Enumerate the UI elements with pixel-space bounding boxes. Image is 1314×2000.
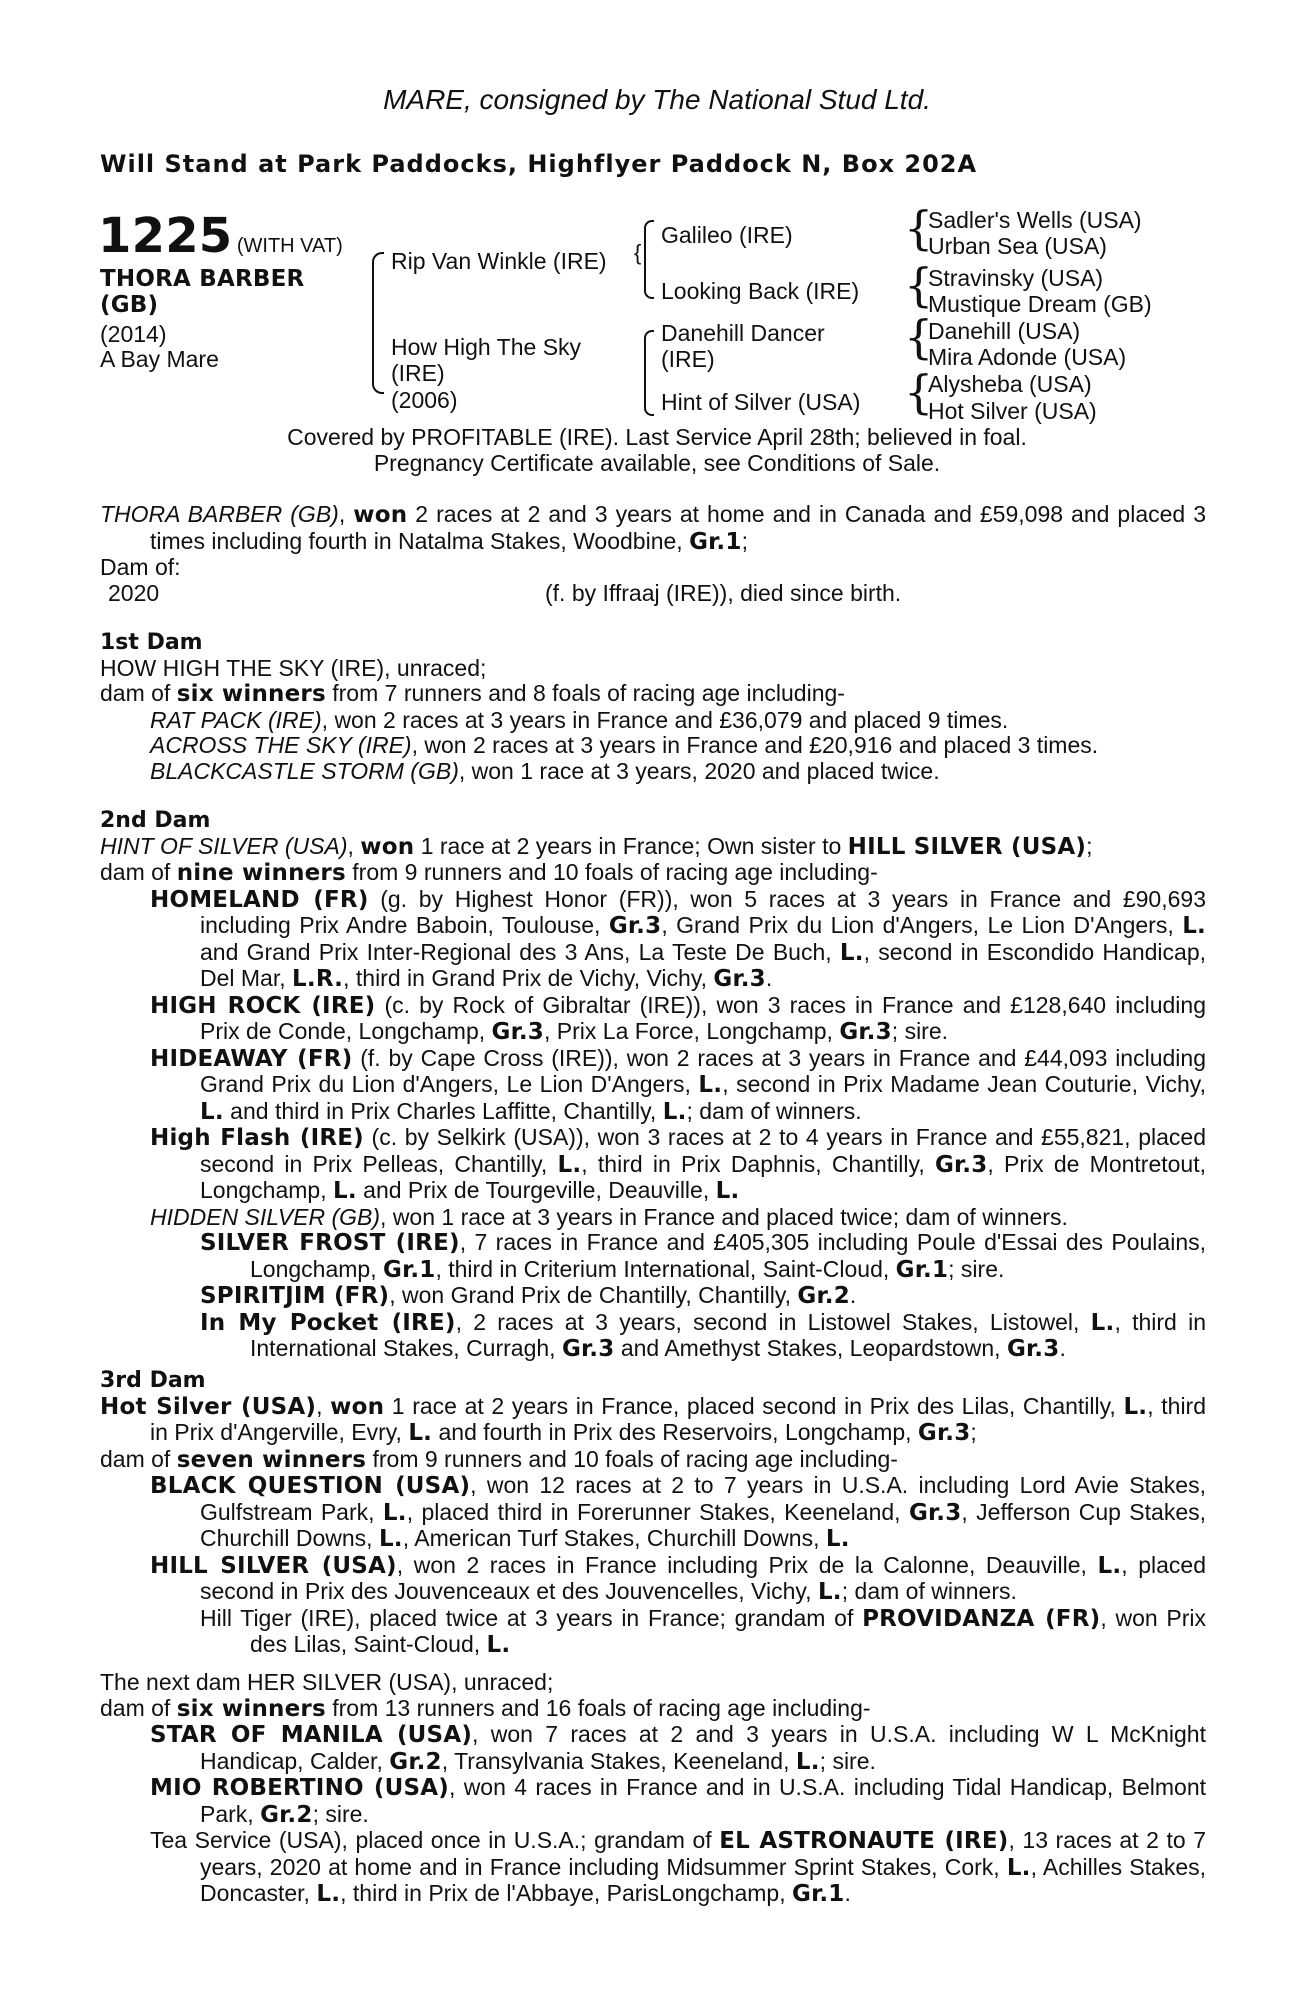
text: Gr.1 (792, 1881, 845, 1907)
text: dam of (100, 859, 177, 885)
sds: Stravinsky (USA) (928, 265, 1104, 291)
vat-label: (WITH VAT) (236, 235, 343, 257)
text: L. (795, 1748, 820, 1775)
second-dam-damof (100, 860, 1206, 887)
covered-line2: Pregnancy Certificate available, see Conditions of Sale. (373, 450, 941, 476)
lot-number (98, 208, 343, 264)
text: , won Grand Prix de Chantilly, Chantilly, (389, 1282, 798, 1308)
ssd: Urban Sea (USA) (928, 233, 1107, 259)
list-item (100, 887, 1206, 993)
sire: Rip Van Winkle (IRE) (391, 248, 607, 274)
text: from 9 runners and 10 foals of racing age including- (366, 1445, 898, 1472)
text: , won 4 races in France and in U.S.A. including Tidal Handicap, Belmont Park, (200, 1774, 1206, 1827)
text: ; dam of winners. (841, 1578, 1017, 1604)
text: ; sire. (948, 1255, 1005, 1282)
text: Gr.3 (934, 1151, 988, 1178)
next-dam-line: The next dam HER SILVER (USA), unraced; (100, 1669, 554, 1695)
sire-dam: Looking Back (IRE) (661, 278, 860, 304)
text: six winners (176, 681, 326, 707)
list-item (100, 1283, 1206, 1310)
text: , Achilles Stakes, Doncaster, (200, 1853, 1207, 1906)
text: , won 1 race at 3 years, 2020 and placed twice. (458, 757, 940, 784)
text: , third in Criterium International, Saint-Cloud, (435, 1255, 896, 1282)
text: L. (378, 1526, 403, 1552)
text: Tea Service (USA), placed once in U.S.A.; grandam of (150, 1827, 720, 1853)
brace-g3-1: { (904, 201, 934, 255)
runner-name: STAR OF MANILA (USA) (150, 1722, 473, 1748)
text: 1 race at 2 years in France; Own sister to (414, 832, 848, 859)
text: L. (557, 1151, 582, 1178)
lot-number-value: 1225 (98, 208, 233, 264)
list-item (100, 1722, 1206, 1775)
runner-name: High Flash (IRE) (150, 1125, 364, 1151)
text: , 2 races at 3 years, second in Listowel Stakes, Listowel, (455, 1308, 1091, 1335)
text: , Transylvania Stakes, Keeneland, (441, 1747, 796, 1774)
text: , won 1 race at 3 years in France and placed twice; dam of winners. (380, 1203, 1068, 1230)
second-dam-record (100, 834, 1206, 861)
text: L. (1182, 913, 1206, 939)
text: . (849, 1282, 857, 1308)
text: and third in Prix Charles Laffitte, Chantilly, (223, 1097, 663, 1124)
text: L. (698, 1072, 723, 1098)
text: L. (825, 1526, 850, 1552)
text: Gr.3 (608, 913, 662, 939)
runner-name: HIDEAWAY (FR) (150, 1045, 353, 1072)
text: , won 2 races at 3 years in France and £36,079 and placed 9 times. (321, 706, 1009, 733)
list-item (100, 1205, 1206, 1231)
ddd: Hot Silver (USA) (928, 398, 1097, 424)
pedigree-brace-sire-tip: { (634, 240, 642, 265)
dam-line2: (IRE) (391, 360, 445, 386)
next-dam-damof (100, 1696, 1206, 1723)
text: 1 race at 2 years in France, placed second in Prix des Lilas, Chantilly, (384, 1392, 1124, 1419)
list-item (100, 1606, 1206, 1659)
text: ; dam of winners. (686, 1097, 862, 1124)
horse-description: A Bay Mare (100, 346, 219, 372)
text: L. (715, 1178, 740, 1204)
text: Gr.3 (917, 1420, 971, 1446)
text: L.R. (292, 966, 344, 992)
first-dam-line: HOW HIGH THE SKY (IRE), unraced; (100, 654, 487, 681)
second-dam-section (100, 808, 1206, 1363)
text: and fourth in Prix des Reservoirs, Longchamp, (432, 1419, 918, 1445)
text: , third in Prix d'Angerville, Evry, (150, 1392, 1207, 1445)
text: , won Prix des Lilas, Saint-Cloud, (250, 1604, 1207, 1657)
text: six winners (176, 1695, 326, 1722)
horse-year: (2014) (100, 321, 167, 347)
page-title: MARE, consigned by The National Stud Ltd. (383, 84, 931, 115)
runner-name: SILVER FROST (IRE) (200, 1230, 460, 1256)
dam-dam: Hint of Silver (USA) (661, 389, 861, 415)
sire-sire: Galileo (IRE) (661, 222, 793, 248)
text: dam of (100, 680, 177, 706)
dam-sire-line1: Danehill Dancer (661, 320, 825, 346)
dsd: Mira Adonde (USA) (928, 344, 1127, 370)
text: Gr.2 (389, 1748, 442, 1775)
mare-text: 2 races at 2 and 3 years at home and in Canada and £59,098 and placed 3 times including fourth in Natalma Stakes, Woodbine, (150, 501, 1207, 554)
text: , second in Prix Madame Jean Couturie, Vichy, (722, 1071, 1206, 1097)
dss: Danehill (USA) (928, 318, 1081, 344)
text: dam of (100, 1445, 177, 1472)
second-dam-heading: 2nd Dam (100, 808, 211, 833)
brace-g3-2: { (904, 258, 934, 312)
runner-name: HIDDEN SILVER (GB) (150, 1203, 381, 1230)
dam-name: HINT OF SILVER (USA) (100, 832, 348, 859)
text: and Amethyst Stakes, Leopardstown, (614, 1335, 1007, 1361)
text: , Grand Prix du Lion d'Angers, Le Lion D'Angers, (661, 912, 1183, 938)
text: Gr.3 (1006, 1336, 1060, 1362)
dam-line3: (2006) (391, 387, 458, 413)
text: (g. by Highest Honor (FR)), won 5 races at 3 years in France and £90,693 including Prix Andre Baboin, Toulouse, (200, 885, 1206, 938)
runner-name: BLACK QUESTION (USA) (150, 1473, 471, 1499)
runner-name: RAT PACK (IRE) (150, 706, 322, 733)
dds: Alysheba (USA) (928, 371, 1092, 397)
text: HILL SILVER (USA) (847, 833, 1087, 860)
text: L. (1123, 1393, 1148, 1420)
text: , third in Prix Daphnis, Chantilly, (581, 1150, 935, 1177)
list-item (100, 1125, 1206, 1205)
dam-name: Hot Silver (USA) (100, 1393, 317, 1420)
grade: Gr.1 (689, 528, 742, 555)
text: Gr.3 (908, 1499, 962, 1526)
runner-name: HOMELAND (FR) (150, 886, 369, 913)
brace-g3-3: { (904, 310, 934, 364)
text: ; (1086, 832, 1093, 859)
dam-line1: How High The Sky (391, 334, 582, 360)
text: ; sire. (312, 1800, 369, 1827)
text: , placed second in Prix des Jouvenceaux et des Jouvencelles, Vichy, (200, 1551, 1206, 1604)
text: from 13 runners and 16 foals of racing age including- (325, 1694, 871, 1721)
list-item (100, 759, 1206, 785)
runner-name: SPIRITJIM (FR) (200, 1283, 390, 1309)
won-word: won (353, 502, 408, 528)
runner-name: BLACKCASTLE STORM (GB) (150, 757, 459, 784)
mare-name: THORA BARBER (GB) (100, 501, 339, 527)
runner-name: In My Pocket (IRE) (200, 1309, 456, 1336)
text: , 13 races at 2 to 7 years, 2020 at home and in France including Midsummer Sprint Stakes, Cork, (200, 1827, 1206, 1880)
stand-location: Will Stand at Park Paddocks, Highflyer Paddock N, Box 202A (100, 150, 978, 178)
text: L. (662, 1098, 687, 1125)
text: won (330, 1393, 385, 1420)
foal-desc: (f. by Iffraaj (IRE)), died since birth. (545, 579, 902, 606)
text: , second in Escondido Handicap, Del Mar, (200, 938, 1206, 991)
text: , third in Prix de l'Abbaye, ParisLongchamp, (340, 1880, 792, 1906)
text: (c. by Selkirk (USA)), won 3 races at 2 to 4 years in France and £55,821, placed second in Prix Pelleas, Chantilly, (200, 1124, 1206, 1177)
text: L. (839, 939, 864, 966)
horse-name: THORA BARBER (100, 266, 305, 292)
dam-of-label: Dam of: (100, 554, 181, 580)
third-dam-heading: 3rd Dam (100, 1368, 206, 1393)
text: (f. by Cape Cross (IRE)), won 2 races at 3 years in France and £44,093 including Grand Prix du Lion d'Angers, Le Lion D'Angers, (200, 1044, 1206, 1097)
text: seven winners (176, 1446, 367, 1473)
text: ; (970, 1419, 977, 1445)
text: . (844, 1880, 851, 1906)
third-dam-damof (100, 1447, 1206, 1474)
text: , won 7 races at 2 and 3 years in U.S.A. including W L McKnight Handicap, Calder, (200, 1721, 1206, 1774)
text: won (360, 833, 415, 860)
text: , won 2 races in France including Prix de la Calonne, Deauville, (396, 1551, 1098, 1578)
list-item (100, 1553, 1206, 1606)
text: , (316, 1392, 331, 1419)
first-dam-heading: 1st Dam (100, 630, 203, 655)
text: , placed third in Forerunner Stakes, Keeneland, (406, 1498, 909, 1525)
text: ; sire. (891, 1018, 949, 1044)
text: L. (1006, 1854, 1031, 1881)
runner-name: ACROSS THE SKY (IRE) (150, 732, 412, 758)
text: and Prix de Tourgeville, Deauville, (356, 1177, 716, 1203)
text: L. (332, 1178, 357, 1204)
text: Gr.1 (382, 1256, 436, 1283)
text: dam of (100, 1694, 177, 1721)
text: L. (200, 1098, 224, 1125)
list-item (100, 708, 1206, 734)
third-dam-section (100, 1368, 1206, 1659)
first-dam-damof (100, 681, 1206, 708)
text: , third in Grand Prix de Vichy, Vichy, (343, 965, 714, 991)
text: L. (1097, 1552, 1122, 1579)
first-dam-section (100, 630, 1206, 784)
sss: Sadler's Wells (USA) (928, 207, 1142, 233)
list-item (100, 1230, 1206, 1283)
text: L. (486, 1632, 511, 1658)
text: and Grand Prix Inter-Regional des 3 Ans, La Teste De Buch, (200, 938, 840, 965)
pedigree-brace-sire (644, 220, 654, 299)
text: (c. by Rock of Gibraltar (IRE)), won 3 races in France and £128,640 including Prix de Conde, Longchamp, (200, 991, 1206, 1044)
brace-g3-4: { (904, 365, 934, 419)
sdd: Mustique Dream (GB) (928, 291, 1152, 317)
foal-row (100, 581, 1206, 607)
text: from 9 runners and 10 foals of racing age including- (345, 859, 878, 885)
text: Gr.3 (713, 966, 766, 992)
text: Gr.3 (839, 1019, 892, 1045)
text: , 7 races in France and £405,305 including Poule d'Essai des Poulains, Longchamp, (250, 1229, 1206, 1282)
text: Gr.3 (491, 1019, 544, 1045)
list-item (100, 1473, 1206, 1553)
next-dam-section (100, 1670, 1206, 1908)
text: Hill Tiger (IRE), placed twice at 3 years in France; grandam of (200, 1604, 863, 1631)
text: ; sire. (819, 1747, 876, 1774)
runner-name: HIGH ROCK (IRE) (150, 992, 376, 1019)
mare-record: THORA BARBER (GB), won 2 races at 2 and 3 years at home and in Canada and £59,098 and placed 3 times including fourth in Natalma Stakes, Woodbine, Gr.1; (100, 501, 1207, 555)
list-item (100, 1828, 1206, 1908)
text: ; (741, 527, 748, 554)
text: , won 2 races at 3 years in France and £20,916 and placed 3 times. (411, 732, 1099, 758)
list-item (100, 1775, 1206, 1828)
text: . (1059, 1335, 1066, 1361)
mare-section (100, 502, 1206, 607)
text: Gr.2 (797, 1283, 850, 1309)
text: , Prix de Montretout, Longchamp, (200, 1150, 1207, 1203)
text: L. (382, 1499, 407, 1526)
text: , won 12 races at 2 to 7 years in U.S.A. including Lord Avie Stakes, Gulfstream Park, (200, 1472, 1206, 1525)
text: Gr.3 (561, 1336, 615, 1362)
horse-country: (GB) (100, 292, 159, 318)
text: , American Turf Stakes, Churchill Downs, (402, 1525, 826, 1551)
text: , (347, 832, 361, 859)
text: , third in International Stakes, Curragh, (250, 1308, 1206, 1361)
list-item (100, 993, 1206, 1046)
text: L. (1090, 1309, 1115, 1336)
text: EL ASTRONAUTE (IRE) (719, 1828, 1009, 1854)
runner-name: HILL SILVER (USA) (150, 1552, 397, 1579)
text: Gr.1 (895, 1256, 949, 1283)
pedigree-brace-main (372, 252, 384, 394)
covered-line1: Covered by PROFITABLE (IRE). Last Service April 28th; believed in foal. (287, 424, 1027, 450)
runner-name: MIO ROBERTINO (USA) (150, 1775, 449, 1801)
pedigree-brace-dam (644, 330, 654, 416)
text: , Jefferson Cup Stakes, Churchill Downs, (200, 1498, 1206, 1551)
third-dam-record (100, 1394, 1206, 1447)
text: L. (408, 1420, 433, 1446)
list-item (100, 1046, 1206, 1126)
text: PROVIDANZA (FR) (862, 1605, 1101, 1632)
text: L. (316, 1881, 341, 1907)
list-item (100, 733, 1206, 759)
foal-year: 2020 (108, 579, 160, 606)
text: . (765, 965, 773, 991)
text: from 7 runners and 8 foals of racing age including- (325, 680, 845, 706)
text: Gr.2 (260, 1801, 313, 1828)
text: L. (817, 1579, 842, 1605)
dam-sire-line2: (IRE) (661, 346, 715, 372)
text: nine winners (176, 860, 346, 886)
list-item (100, 1310, 1206, 1363)
text: , Prix La Force, Longchamp, (544, 1018, 840, 1044)
